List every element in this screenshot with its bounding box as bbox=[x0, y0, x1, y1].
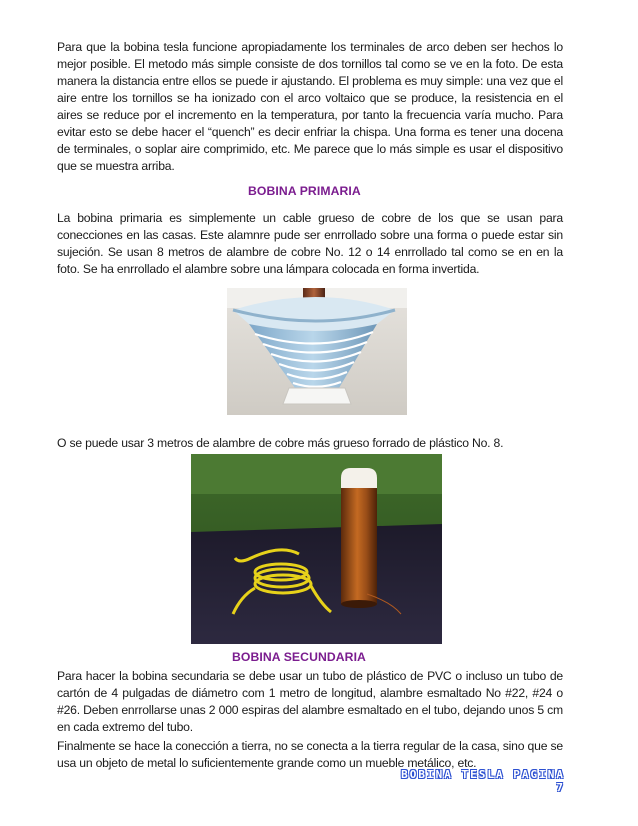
secondary-coil-image bbox=[191, 454, 442, 644]
heading-bobina-primaria: BOBINA PRIMARIA bbox=[248, 184, 361, 198]
grounding-paragraph: Finalmente se hace la conección a tierra, no se conecta a la tierra regular de la casa, sino que se usa un objeto de metal lo suficientemente grande como un mueble metálico, etc. bbox=[57, 739, 563, 770]
heading-bobina-secundaria: BOBINA SECUNDARIA bbox=[232, 650, 366, 664]
intro-paragraph: Para que la bobina tesla funcione apropiadamente los terminales de arco deben ser hechos lo mejor posible. El metodo más simple consiste de dos tornillos tal como se ve en la foto. De esta manera la distancia entre ellos se puede ir ajustando. El problema es muy simple: una vez que el aire entre los tornillos se ha ionizado con el arco voltaico que se produce, la resistencia en el aires se reduce por el incremento en la temperatura, por tanto la frecuencia varía mucho. Para evitar esto se debe hacer el “quench” es decir enfriar la chispa. Una forma es tener una docena de terminales, o soplar aire comprimido, etc. Me parece que lo más simple es usar el dispositivo que se muestra arriba. bbox=[57, 40, 563, 173]
primary-coil-paragraph: La bobina primaria es simplemente un cable grueso de cobre de los que se usan para conecciones en las casas. Este alamnre pude ser enrrollado sobre una forma o puede estar sin sujeción. Se usan 8 metros de alambre de cobre No. 12 o 14 enrrollado tal como se en en la foto. Se ha enrrollado el alambre sobre una lámpara colocada en forma invertida. bbox=[57, 211, 563, 276]
secondary-coil-paragraph: Para hacer la bobina secundaria se debe usar un tubo de plástico de PVC o incluso un tubo de cartón de 4 pulgadas de diámetro com 1 metro de longitud, alambre esmaltado No #22, #24 o #26. Deben enrrollarse unas 2 000 espiras del alambre esmaltado en el tubo, dejando unos 5 cm en cada extremo del tubo. bbox=[57, 669, 563, 734]
primary-coil-image bbox=[227, 288, 407, 415]
page-footer: BOBINA TESLA PAGINA 7 bbox=[401, 768, 565, 794]
primary-coil-photo bbox=[227, 288, 407, 415]
secondary-coil-photo bbox=[191, 454, 442, 644]
alternative-wire-paragraph: O se puede usar 3 metros de alambre de cobre más grueso forrado de plástico No. 8. bbox=[57, 436, 504, 450]
